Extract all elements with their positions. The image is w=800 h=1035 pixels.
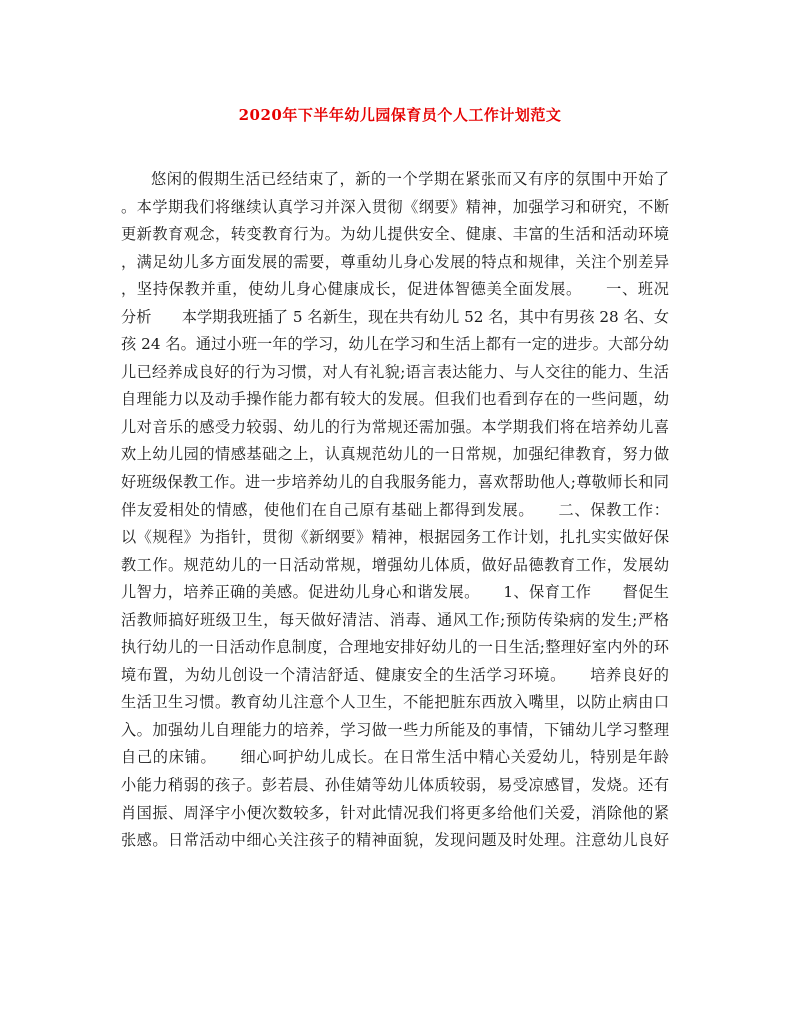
body-line: 张感。日常活动中细心关注孩子的精神面貌，发现问题及时处理。注意幼儿良好 <box>121 831 669 850</box>
body-line: 自己的床铺。 细心呵护幼儿成长。在日常生活中精心关爱幼儿，特别是年龄 <box>121 748 669 767</box>
body-line: 自理能力以及动手操作能力都有较大的发展。但我们也看到存在的一些问题，幼 <box>121 390 669 409</box>
body-line: 生活卫生习惯。教育幼儿注意个人卫生，不能把脏东西放入嘴里，以防止病由口 <box>121 693 669 712</box>
body-line: 教工作。规范幼儿的一日活动常规，增强幼儿体质，做好品德教育工作，发展幼 <box>121 555 669 574</box>
body-line: ，满足幼儿多方面发展的需要，尊重幼儿身心发展的特点和规律，关注个别差异 <box>121 252 669 271</box>
body-line: 活教师搞好班级卫生，每天做好清洁、消毒、通风工作;预防传染病的发生;严格 <box>121 610 669 629</box>
document-body <box>121 166 669 855</box>
body-line: 分析 本学期我班插了 5 名新生，现在共有幼儿 52 名，其中有男孩 28 名、女 <box>121 307 669 326</box>
body-line: 欢上幼儿园的情感基础之上，认真规范幼儿的一日常规，加强纪律教育，努力做 <box>121 445 669 464</box>
body-line: 好班级保教工作。进一步培养幼儿的自我服务能力，喜欢帮助他人;尊敬师长和同 <box>121 473 669 492</box>
body-line: 伴友爱相处的情感，使他们在自己原有基础上都得到发展。 二、保教工作： <box>121 500 669 519</box>
body-line: 小能力稍弱的孩子。彭若晨、孙佳婧等幼儿体质较弱，易受凉感冒，发烧。还有 <box>121 776 669 795</box>
body-line: 儿智力，培养正确的美感。促进幼儿身心和谐发展。 1、保育工作 督促生 <box>121 583 669 602</box>
document-title: 2020年下半年幼儿园保育员个人工作计划范文 <box>238 106 562 124</box>
body-line: 悠闲的假期生活已经结束了，新的一个学期在紧张而又有序的氛围中开始了 <box>151 170 669 188</box>
body-line: 肖国振、周泽宇小便次数较多，针对此情况我们将更多给他们关爱，消除他的紧 <box>121 803 669 822</box>
body-line: 儿已经养成良好的行为习惯，对人有礼貌;语言表达能力、与人交往的能力、生活 <box>121 362 669 381</box>
body-line: 儿对音乐的感受力较弱、幼儿的行为常规还需加强。本学期我们将在培养幼儿喜 <box>121 417 669 436</box>
body-line: 孩 24 名。通过小班一年的学习，幼儿在学习和生活上都有一定的进步。大部分幼 <box>121 335 669 354</box>
body-line: 以《规程》为指针，贯彻《新纲要》精神，根据园务工作计划，扎扎实实做好保 <box>121 528 669 547</box>
body-line: 入。加强幼儿自理能力的培养，学习做一些力所能及的事情，下铺幼儿学习整理 <box>121 720 669 739</box>
body-line: 境布置，为幼儿创设一个清洁舒适、健康安全的生活学习环境。 培养良好的 <box>121 665 669 684</box>
body-line: 。本学期我们将继续认真学习并深入贯彻《纲要》精神，加强学习和研究，不断 <box>121 197 669 216</box>
body-line: 执行幼儿的一日活动作息制度，合理地安排好幼儿的一日生活;整理好室内外的环 <box>121 638 669 657</box>
body-line: ，坚持保教并重，使幼儿身心健康成长，促进体智德美全面发展。 一、班况 <box>121 280 669 299</box>
body-line: 更新教育观念，转变教育行为。为幼儿提供安全、健康、丰富的生活和活动环境 <box>121 225 669 244</box>
